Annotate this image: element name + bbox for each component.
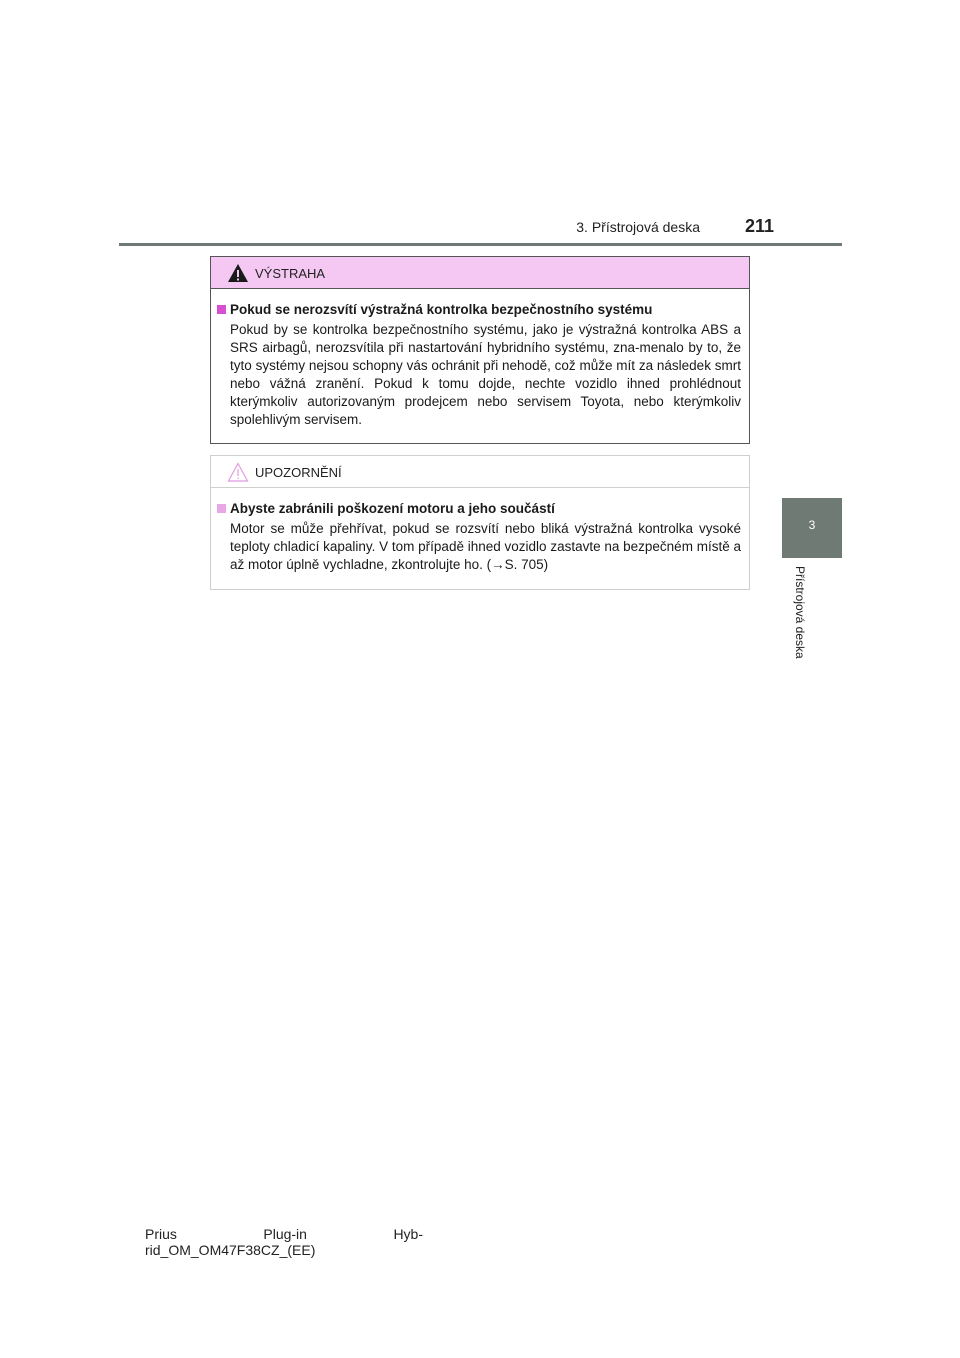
caution-triangle-outline-icon: [227, 462, 249, 482]
warning-item-title-text: Pokud se nerozsvítí výstražná kontrolka bezpečnostního systému: [230, 302, 653, 317]
caution-box-body: [211, 488, 749, 574]
footer-word-1: Prius: [145, 1226, 177, 1242]
chapter-side-label-text: Přístrojová deska: [793, 566, 807, 659]
caution-item-title-text: Abyste zabránili poškození motoru a jeho součástí: [230, 501, 555, 516]
page-number: 211: [744, 216, 774, 236]
square-bullet-icon: [217, 504, 226, 513]
caution-item-title: [217, 499, 741, 518]
chapter-side-tab[interactable]: [782, 498, 842, 558]
footer-word-3: Hyb-: [393, 1226, 423, 1242]
footer-doc-id: [145, 1226, 445, 1258]
warning-triangle-filled-icon: [227, 263, 249, 283]
warning-box-label: VÝSTRAHA: [255, 266, 326, 281]
warning-box: [210, 256, 750, 444]
chapter-side-tab-number: 3: [808, 518, 816, 532]
footer-line-1: [145, 1226, 423, 1242]
footer-line-2: rid_OM_OM47F38CZ_(EE): [145, 1242, 316, 1258]
chapter-side-label: [793, 566, 807, 686]
header-rule: [119, 243, 842, 246]
header-title: 3. Přístrojová deska: [576, 219, 700, 235]
warning-box-header: [211, 257, 749, 289]
caution-item-text: Motor se může přehřívat, pokud se rozsvítí nebo bliká výstražná kontrolka vysoké teploty chladicí kapaliny. V tom případě ihned vozidlo zastavte na bezpečném místě a až motor úplně vychladne, zkontrolujte ho. (→S. 705): [230, 521, 741, 572]
square-bullet-icon: [217, 305, 226, 314]
footer-word-2: Plug-in: [263, 1226, 307, 1242]
warning-item-text: Pokud by se kontrolka bezpečnostního systému, jako je výstražná kontrolka ABS a SRS airbagů, nerozsvítila při nastartování hybridního systému, zna-menalo by to, že tyto systémy nejsou schopny vás ochránit při nehodě, což může mít za následek smrt nebo vážná zranění. Pokud k tomu dojde, nechte vozidlo ihned prohlédnout kterýmkoliv autorizovaným prodejcem nebo servisem Toyota, nebo kterýmkoliv spolehlivým servisem.: [230, 322, 741, 427]
warning-box-body: [211, 289, 749, 429]
warning-item-title: [217, 300, 741, 319]
caution-box-header: [211, 456, 749, 488]
caution-box-label: UPOZORNĚNÍ: [255, 465, 342, 480]
caution-box: [210, 455, 750, 590]
